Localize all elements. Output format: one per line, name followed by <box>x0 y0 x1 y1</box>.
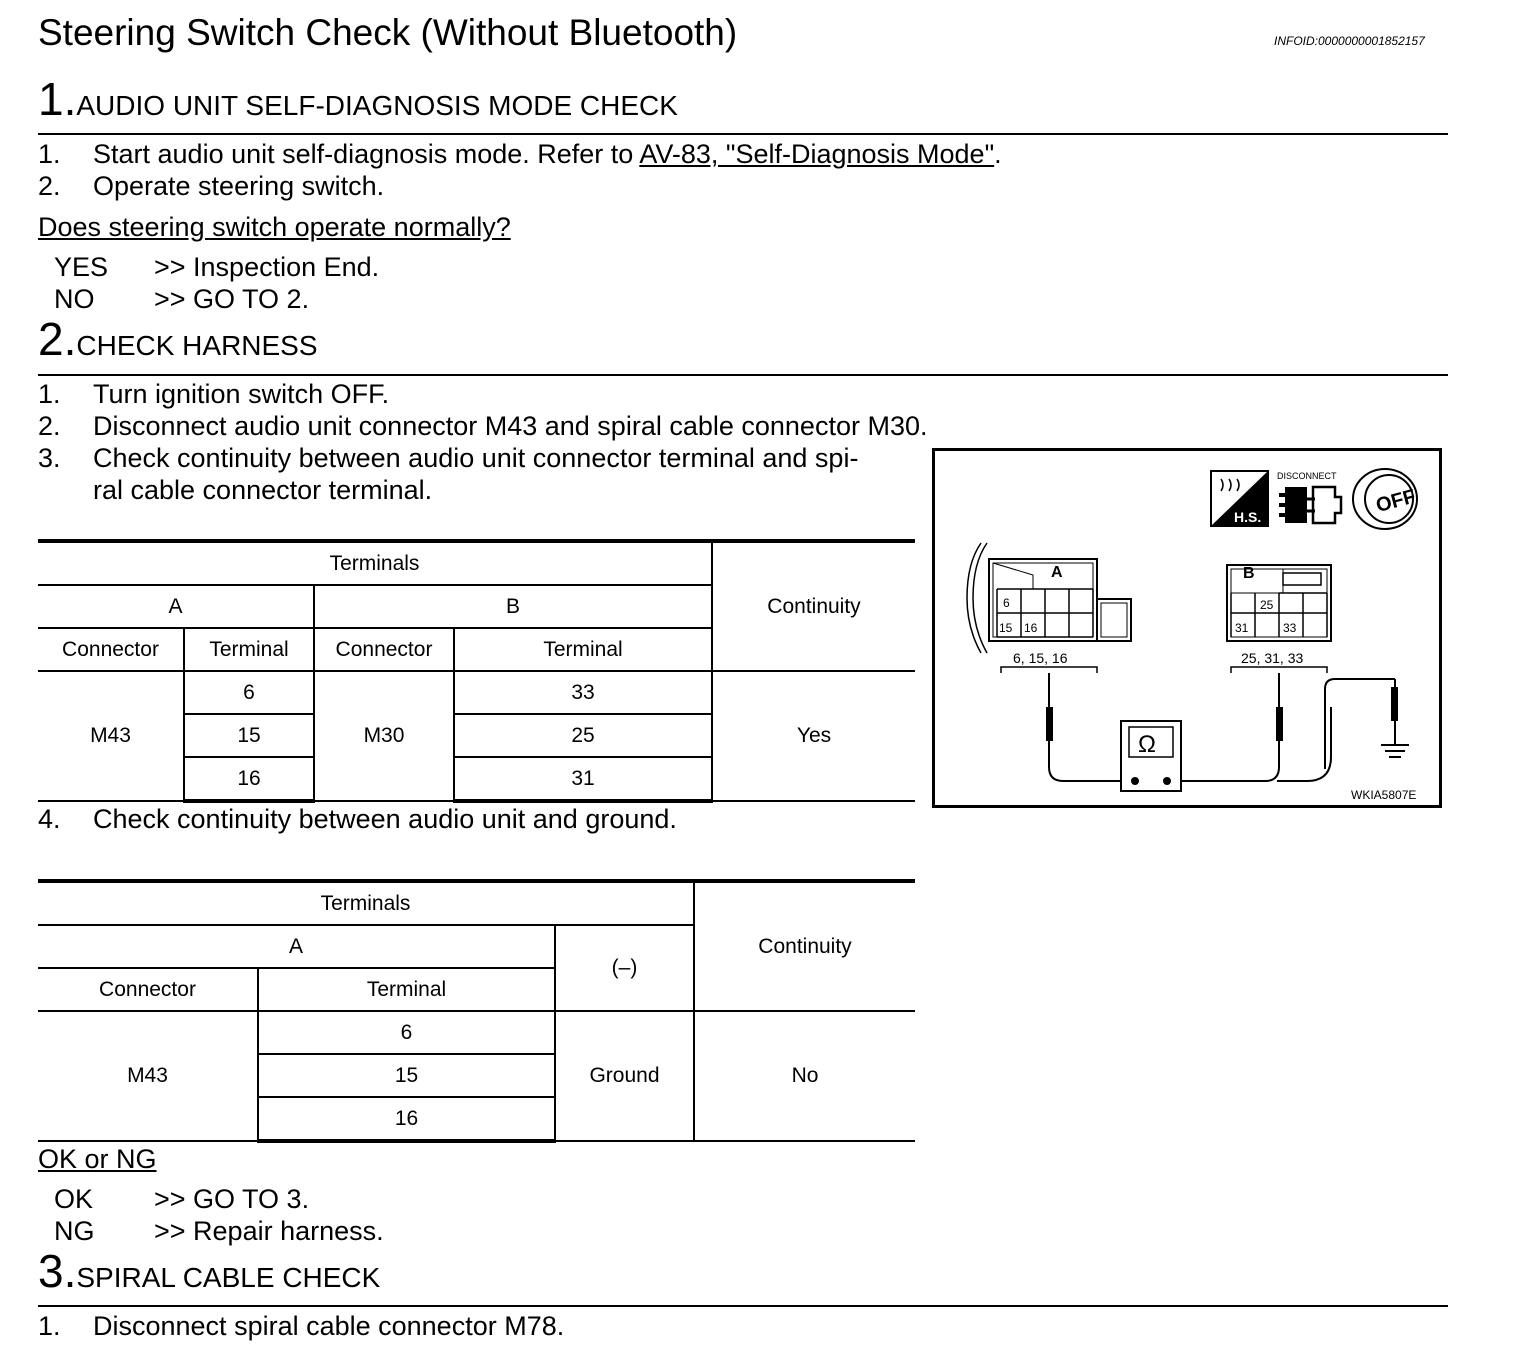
step-1-number: 1. <box>38 73 77 125</box>
step-1-answer-yes-value: >> Inspection End. <box>154 252 380 282</box>
pin-label: 15 <box>999 621 1013 635</box>
step-2-item-2-number: 2. <box>38 411 61 441</box>
step-1-item-1-end: . <box>994 139 1002 169</box>
hs-icon <box>1211 471 1268 526</box>
table-row <box>38 881 915 925</box>
pin-label: 25 <box>1260 598 1274 612</box>
info-id: INFOID:0000000001852157 <box>1274 34 1425 48</box>
table-header-terminals: Terminals <box>38 881 694 925</box>
ignition-off-icon <box>1353 469 1418 529</box>
step-3-item-1-number: 1. <box>38 1311 61 1341</box>
table-cell-continuity: Yes <box>712 671 915 801</box>
connector-a-caption: 6, 15, 16 <box>1013 650 1068 666</box>
table-cell-terminal: 6 <box>258 1011 555 1054</box>
step-3-rule <box>38 1305 1448 1307</box>
step-1-answer-no-value: >> GO TO 2. <box>154 284 310 314</box>
table-header-connector-b: Connector <box>314 628 454 671</box>
continuity-diagram <box>932 448 1442 808</box>
step-2-item-3-number: 3. <box>38 443 61 473</box>
step-1-answer-no-key: NO <box>54 284 95 314</box>
step-2-item-2-text: Disconnect audio unit connector M43 and spiral cable connector M30. <box>93 411 928 441</box>
table-header-a: A <box>38 585 314 628</box>
pin-label: 6 <box>1003 596 1010 610</box>
table-cell-terminal-b: 31 <box>454 757 712 801</box>
step-3-title: SPIRAL CABLE CHECK <box>76 1262 381 1293</box>
table-header-continuity: Continuity <box>694 881 915 1011</box>
pin-label: 33 <box>1283 621 1297 635</box>
table-header-a: A <box>38 925 555 968</box>
step-2-answer-ok-key: OK <box>54 1184 94 1214</box>
table-cell-connector-b: M30 <box>314 671 454 801</box>
table-row <box>38 1011 915 1054</box>
step-2-item-1-number: 1. <box>38 379 61 409</box>
step-2-item-4-number: 4. <box>38 804 61 834</box>
table-row <box>38 541 915 585</box>
hs-label: H.S. <box>1234 509 1262 525</box>
step-1-item-1-number: 1. <box>38 139 61 169</box>
off-label: OFF <box>1373 485 1418 518</box>
self-diagnosis-link[interactable]: AV-83, "Self-Diagnosis Mode" <box>639 139 995 169</box>
table-cell-terminal-a: 6 <box>184 671 314 714</box>
step-1-title: AUDIO UNIT SELF-DIAGNOSIS MODE CHECK <box>76 90 678 121</box>
step-2-heading <box>38 312 318 366</box>
table-header-minus: (–) <box>555 925 694 1011</box>
table-cell-terminal-b: 33 <box>454 671 712 714</box>
step-2-answer-ng-value: >> Repair harness. <box>154 1216 384 1246</box>
continuity-table-2 <box>38 879 915 1143</box>
step-1-rule <box>38 133 1448 135</box>
probe-wiring <box>1046 673 1409 781</box>
table-header-b: B <box>314 585 712 628</box>
step-1-heading <box>38 72 678 126</box>
table-cell-terminal-b: 25 <box>454 714 712 757</box>
step-1-question: Does steering switch operate normally? <box>38 212 511 242</box>
table-cell-terminal: 15 <box>258 1054 555 1097</box>
table-cell-connector-a: M43 <box>38 671 184 801</box>
step-3-heading <box>38 1244 380 1298</box>
ohmmeter <box>1121 721 1181 791</box>
connector-a-label: A <box>1051 564 1063 581</box>
pin-label: 31 <box>1235 621 1249 635</box>
page-title: Steering Switch Check (Without Bluetooth) <box>38 12 738 53</box>
figure-code: WKIA5807E <box>1351 788 1417 802</box>
step-2-item-1-text: Turn ignition switch OFF. <box>93 379 390 409</box>
step-2-item-4-text: Check continuity between audio unit and ground. <box>93 804 677 834</box>
table-header-terminal-b: Terminal <box>454 628 712 671</box>
step-1-answer-yes-key: YES <box>54 252 109 282</box>
connector-b-caption: 25, 31, 33 <box>1241 650 1304 666</box>
table-cell-ground: Ground <box>555 1011 694 1141</box>
step-1-item-2-number: 2. <box>38 171 61 201</box>
table-header-terminal-a: Terminal <box>184 628 314 671</box>
step-2-item-3-text: Check continuity between audio unit connector terminal and spi- <box>93 443 859 473</box>
step-1-item-1-text: Start audio unit self-diagnosis mode. Refer to <box>93 139 640 169</box>
step-2-rule <box>38 374 1448 376</box>
step-2-answer-ng-key: NG <box>54 1216 95 1246</box>
connector-b-label: B <box>1243 565 1255 582</box>
connector-b <box>1227 565 1331 673</box>
step-3-item-1-text: Disconnect spiral cable connector M78. <box>93 1311 565 1341</box>
table-row <box>38 671 915 714</box>
pin-label: 16 <box>1024 621 1038 635</box>
table-cell-terminal: 16 <box>258 1097 555 1141</box>
ohm-symbol: Ω <box>1138 731 1156 758</box>
table-header-connector: Connector <box>38 968 258 1011</box>
step-1-item-2-text: Operate steering switch. <box>93 171 385 201</box>
step-2-item-3-text-cont: ral cable connector terminal. <box>93 475 433 505</box>
table-header-terminal: Terminal <box>258 968 555 1011</box>
table-cell-continuity: No <box>694 1011 915 1141</box>
disconnect-icon <box>1277 471 1341 523</box>
table-header-terminals: Terminals <box>38 541 712 585</box>
table-cell-terminal-a: 16 <box>184 757 314 801</box>
step-2-number: 2. <box>38 313 77 365</box>
step-2-question: OK or NG <box>38 1144 157 1174</box>
step-2-title: CHECK HARNESS <box>76 330 318 361</box>
table-header-connector-a: Connector <box>38 628 184 671</box>
step-2-answer-ok-value: >> GO TO 3. <box>154 1184 310 1214</box>
disconnect-label: DISCONNECT <box>1277 471 1337 481</box>
table-header-continuity: Continuity <box>712 541 915 671</box>
step-1-item-1 <box>93 139 1002 170</box>
table-cell-terminal-a: 15 <box>184 714 314 757</box>
continuity-table-1 <box>38 539 915 803</box>
connector-a <box>967 543 1131 673</box>
step-3-number: 3. <box>38 1245 77 1297</box>
table-cell-connector: M43 <box>38 1011 258 1141</box>
